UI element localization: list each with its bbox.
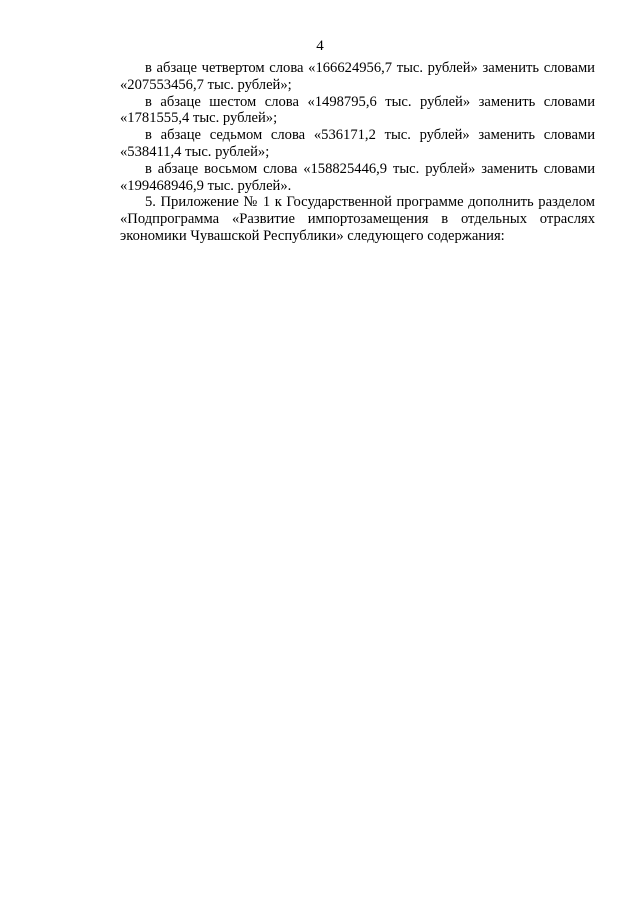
paragraph-amendment-eighth: в абзаце восьмом слова «158825446,9 тыс. рублей» заменить словами «199468946,9 тыс. рублей». — [120, 160, 595, 194]
paragraph-amendment-sixth: в абзаце шестом слова «1498795,6 тыс. рублей» заменить словами «1781555,4 тыс. рублей»; — [120, 93, 595, 127]
paragraph-amendment-fourth: в абзаце четвертом слова «166624956,7 тыс. рублей» заменить словами «207553456,7 тыс. рублей»; — [120, 60, 595, 93]
paragraph-amendment-seventh: в абзаце седьмом слова «536171,2 тыс. рублей» заменить словами «538411,4 тыс. рублей»; — [120, 127, 595, 160]
paragraph-item-5: 5. Приложение № 1 к Государственной программе дополнить разделом «Подпрограмма «Развитие импортозамещения в отдельных отраслях экономики Чувашской Республики» следующего содержания: — [120, 194, 595, 244]
page-number: 4 — [316, 38, 324, 54]
document-body — [120, 60, 595, 245]
